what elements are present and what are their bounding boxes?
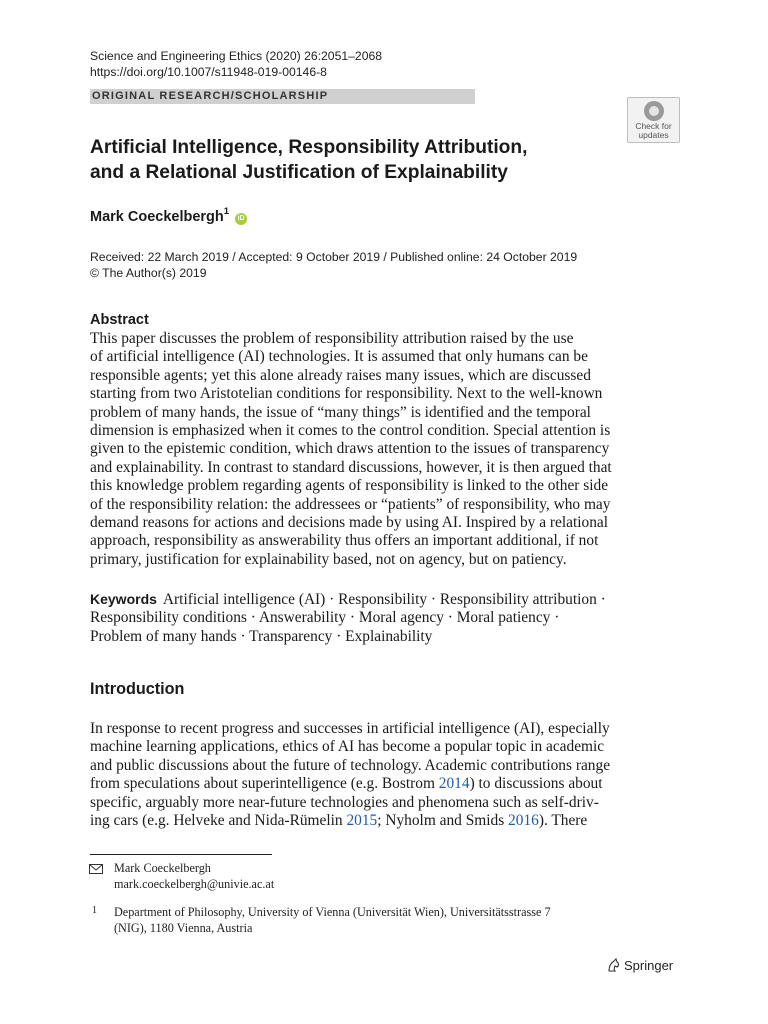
doi-link[interactable]: https://doi.org/10.1007/s11948-019-00146-8: [90, 64, 327, 79]
publisher-name: Springer: [624, 958, 674, 973]
contact-name: Mark Coeckelbergh: [114, 861, 211, 875]
keywords-block: [90, 590, 679, 646]
paper-title: [90, 136, 650, 185]
intro-line: specific, arguably more near-future technologies and phenomena such as self-driv-: [90, 793, 599, 811]
abstract-line: of the responsibility relation: the addressees or “patients” of responsibility, who may: [90, 495, 611, 513]
check-updates-line-1: Check for: [635, 121, 672, 131]
publisher-logo: [606, 958, 673, 973]
keywords-line: Problem of many hands · Transparency · Explainability: [90, 627, 433, 645]
abstract-line: problem of many hands, the issue of “many things” is identified and the temporal: [90, 403, 591, 421]
abstract-line: this knowledge problem regarding agents of responsibility is linked to the other side: [90, 477, 609, 495]
abstract-line: primary, justification for explainability based, not on agency, but on patiency.: [90, 550, 567, 568]
abstract-line: approach, responsibility as answerability thus offers an important additional, if not: [90, 532, 599, 550]
abstract-line: This paper discusses the problem of responsibility attribution raised by the use: [90, 330, 574, 347]
abstract-line: demand reasons for actions and decisions made by using AI. Inspired by a relational: [90, 514, 609, 532]
check-updates-line-2: updates: [638, 129, 669, 140]
author-affiliation-marker: 1: [223, 206, 230, 217]
intro-text: ). There: [538, 812, 588, 830]
affiliation: [114, 905, 551, 936]
keywords-line-1: [90, 590, 679, 609]
author-name[interactable]: Mark Coeckelbergh: [90, 208, 224, 225]
intro-text: ) to discussions about: [469, 775, 603, 793]
journal-citation: Science and Engineering Ethics (2020) 26:2051–2068: [90, 49, 383, 63]
citation-link-helveke[interactable]: 2015: [346, 812, 378, 830]
intro-line: In response to recent progress and successes in artificial intelligence (AI), especially: [90, 720, 610, 737]
footnote-divider: [90, 854, 272, 855]
springer-horse-icon: [606, 958, 621, 973]
abstract-line: starting from two Aristotelian conditions for responsibility. Next to the well-known: [90, 385, 603, 403]
abstract-line: responsible agents; yet this alone already raises many issues, which are discussed: [90, 366, 591, 384]
corresponding-author: [114, 861, 274, 892]
envelope-icon: [89, 864, 103, 874]
abstract-line: and explainability. In contrast to standard discussions, however, it is then argued that: [90, 458, 612, 476]
abstract-line: given to the epistemic condition, which draws attention to the issues of transparency: [90, 440, 610, 458]
author-line: [90, 207, 247, 225]
intro-line: [90, 775, 679, 793]
abstract-line: dimension is emphasized when it comes to the control condition. Special attention is: [90, 422, 611, 440]
intro-line: machine learning applications, ethics of AI has become a popular topic in academic: [90, 738, 605, 756]
citation-link-bostrom[interactable]: 2014: [438, 775, 470, 793]
intro-line: and public discussions about the future of technology. Academic contributions range: [90, 756, 611, 774]
intro-text: ; Nyholm and Smids: [377, 812, 509, 830]
abstract-body: [90, 330, 679, 569]
intro-text: from speculations about superintelligence (e.g. Bostrom: [90, 775, 439, 793]
title-line-1: Artificial Intelligence, Responsibility Attribution,: [90, 137, 528, 158]
keywords-label: Keywords: [90, 591, 157, 607]
check-updates-icon: [644, 101, 664, 121]
introduction-heading: Introduction: [90, 680, 185, 698]
affiliation-line: Department of Philosophy, University of Vienna (Universität Wien), Universitätsstrasse 7: [114, 905, 551, 919]
affiliation-number: 1: [92, 905, 97, 916]
contact-email[interactable]: mark.coeckelbergh@univie.ac.at: [114, 876, 275, 891]
section-label: ORIGINAL RESEARCH/SCHOLARSHIP: [90, 89, 475, 104]
publication-dates: [90, 250, 577, 281]
intro-text: ing cars (e.g. Helveke and Nida-Rümelin: [90, 812, 347, 830]
abstract-line: of artificial intelligence (AI) technologies. It is assumed that only humans can be: [90, 348, 588, 366]
title-line-2: and a Relational Justification of Explainability: [90, 161, 508, 183]
abstract-heading: Abstract: [90, 312, 149, 328]
orcid-icon[interactable]: iD: [235, 213, 247, 225]
intro-line: [90, 812, 679, 830]
received-accepted-published: Received: 22 March 2019 / Accepted: 9 October 2019 / Published online: 24 October 2019: [90, 250, 578, 264]
introduction-body: [90, 720, 679, 830]
keywords-text: Artificial intelligence (AI) · Responsibility · Responsibility attribution ·: [162, 591, 606, 608]
affiliation-line: (NIG), 1180 Vienna, Austria: [114, 920, 253, 935]
keywords-line: Responsibility conditions · Answerability · Moral agency · Moral patiency ·: [90, 609, 560, 627]
citation-link-nyholm[interactable]: 2016: [508, 812, 539, 830]
copyright: © The Author(s) 2019: [90, 265, 207, 280]
journal-header: [90, 49, 382, 80]
